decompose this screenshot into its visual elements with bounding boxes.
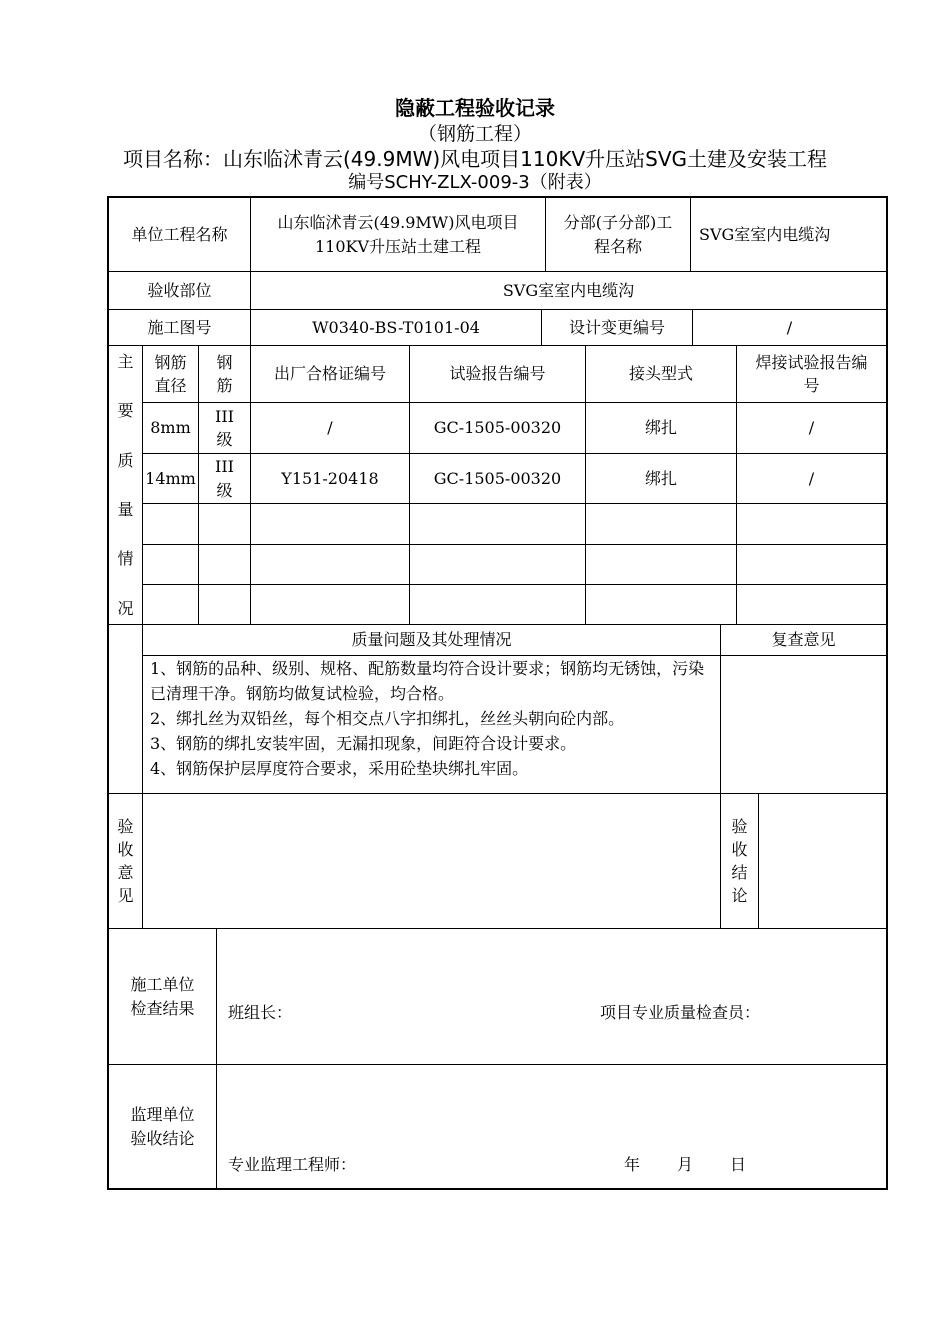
table-cell: 绑扎 <box>644 418 677 438</box>
col-header-diameter: 钢筋直径 <box>154 352 187 395</box>
date-month: 月 <box>677 1155 694 1174</box>
table-cell: Y151-20418 <box>281 468 379 488</box>
table-cell: / <box>808 468 815 488</box>
table-cell: / <box>808 418 815 438</box>
side-char: 主 <box>117 352 134 371</box>
label-char: 论 <box>731 886 748 906</box>
supervision-unit-label: 监理单位验收结论 <box>130 1105 195 1148</box>
issues-header: 质量问题及其处理情况 <box>351 630 512 650</box>
col-header-test-report: 试验报告编号 <box>449 364 546 384</box>
acceptance-opinion-label <box>109 794 142 928</box>
construction-unit-label: 施工单位检查结果 <box>130 975 195 1018</box>
unit-name-value: 山东临沭青云(49.9MW)风电项目110KV升压站土建工程 <box>277 213 519 256</box>
label-char: 意 <box>117 863 134 882</box>
page-title: 隐蔽工程验收记录 <box>395 96 555 120</box>
drawing-number-label: 施工图号 <box>147 317 212 337</box>
unit-name-label: 单位工程名称 <box>131 224 228 244</box>
table-cell: GC-1505-00320 <box>433 468 562 488</box>
label-char: 收 <box>117 839 134 859</box>
col-header-rebar: 钢筋 <box>216 352 233 395</box>
issue-item: 1、钢筋的品种、级别、规格、配筋数量均符合设计要求；钢筋均无锈蚀，污染已清理干净。钢筋均做复试检验，均合格。 <box>150 659 705 703</box>
page-subtitle: （钢筋工程） <box>417 123 532 145</box>
side-char: 情 <box>117 549 134 569</box>
table-cell: III级 <box>215 457 234 500</box>
date-year: 年 <box>624 1155 641 1174</box>
side-char: 要 <box>117 401 134 421</box>
label-char: 收 <box>731 839 748 859</box>
quality-inspector-label: 项目专业质量检查员： <box>600 1003 761 1022</box>
table-cell: 8mm <box>150 418 191 438</box>
supervising-engineer-label: 专业监理工程师： <box>228 1155 357 1174</box>
issue-item: 2、绑扎丝为双铅丝，每个相交点八字扣绑扎，丝丝头朝向砼内部。 <box>150 709 625 728</box>
main-quality-side-label <box>109 346 142 624</box>
col-header-certificate: 出厂合格证编号 <box>273 364 386 384</box>
table-cell: / <box>327 418 333 438</box>
date-day: 日 <box>730 1155 747 1174</box>
design-change-label: 设计变更编号 <box>568 317 665 337</box>
label-char: 验 <box>731 816 748 836</box>
drawing-number-value: W0340-BS-T0101-04 <box>312 317 480 337</box>
col-header-weld-report: 焊接试验报告编号 <box>755 352 868 395</box>
table-cell: 14mm <box>145 468 196 488</box>
acceptance-part-value: SVG室室内电缆沟 <box>502 280 635 300</box>
issue-item: 4、钢筋保护层厚度符合要求，采用砼垫块绑扎牢固。 <box>150 759 529 778</box>
acceptance-part-label: 验收部位 <box>147 280 212 300</box>
table-cell: 绑扎 <box>644 468 677 488</box>
sub-project-label: 分部(子分部)工程名称 <box>563 213 673 256</box>
col-header-joint-type: 接头型式 <box>628 364 693 384</box>
label-char: 结 <box>731 863 748 882</box>
side-char: 量 <box>117 500 134 520</box>
sub-project-value: SVG室室内电缆沟 <box>699 224 831 244</box>
design-change-value: / <box>786 317 793 337</box>
table-cell: GC-1505-00320 <box>433 418 562 438</box>
label-char: 验 <box>117 816 134 836</box>
project-name: 项目名称：山东临沭青云(49.9MW)风电项目110KV升压站SVG土建及安装工程 <box>122 147 827 171</box>
table-cell: III级 <box>215 406 234 449</box>
side-char: 况 <box>117 598 134 618</box>
side-char: 质 <box>117 450 134 470</box>
team-leader-label: 班组长： <box>228 1003 293 1022</box>
review-header: 复查意见 <box>771 630 836 650</box>
issue-list <box>150 656 715 781</box>
label-char: 见 <box>117 886 134 906</box>
document-number: 编号SCHY-ZLX-009-3（附表） <box>348 172 602 193</box>
acceptance-conclusion-label <box>721 794 758 928</box>
issue-item: 3、钢筋的绑扎安装牢固，无漏扣现象，间距符合设计要求。 <box>150 734 577 753</box>
